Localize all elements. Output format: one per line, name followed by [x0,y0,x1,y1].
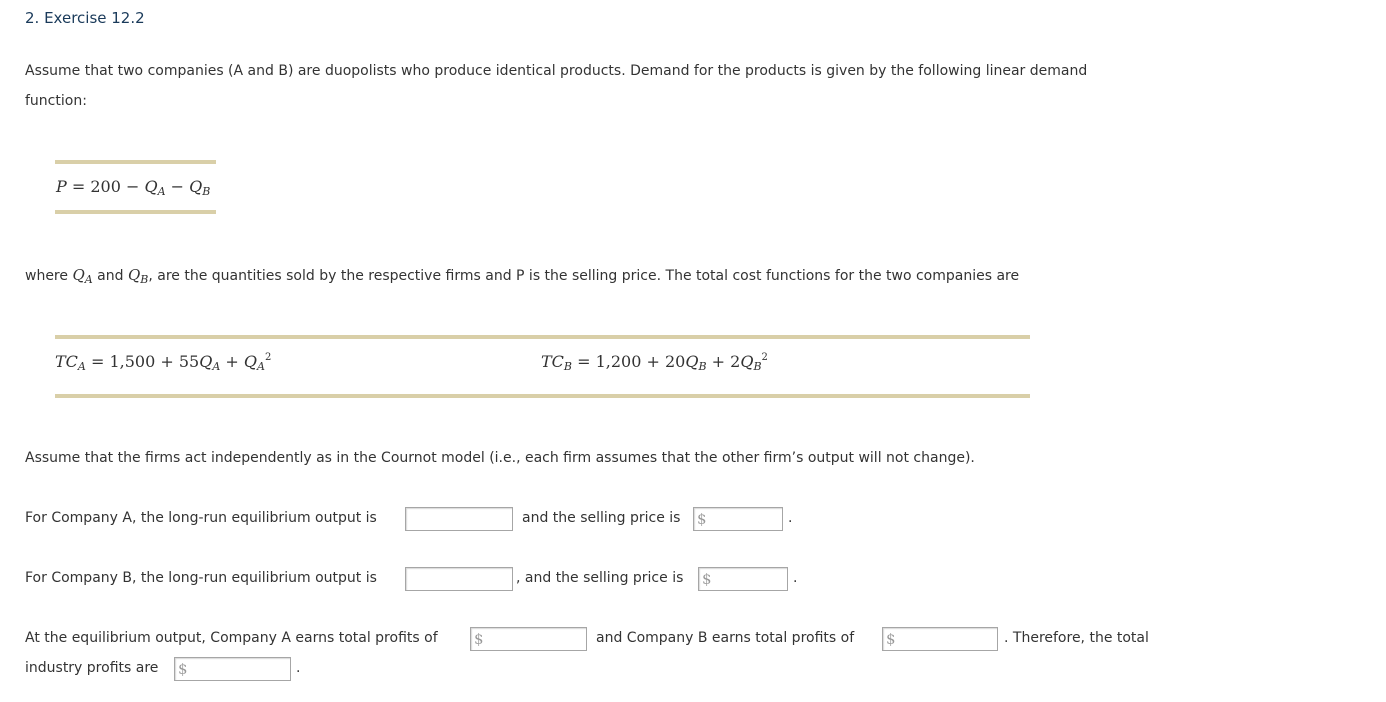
tca-q2-subscript: A [256,360,265,373]
company-b-profit-input[interactable] [882,627,998,651]
demand-eq-text: = 200 − [66,177,145,196]
intro-line-1: Assume that two companies (A and B) are duopolists who produce identical products. Demand for the products is given by the following linear demand [25,63,1088,79]
intro-line-2: function: [25,93,87,109]
where-post: , are the quantities sold by the respective firms and P is the selling price. The total cost functions for the two companies are [148,268,1020,284]
company-a-period: . [788,510,793,526]
cost-rule-top [55,335,1030,339]
qb-symbol: Q [189,177,203,196]
industry-profit-dollar-sign: $ [178,660,188,678]
company-b-price-label: , and the selling price is [516,570,684,586]
tca-q1-subscript: A [212,360,221,373]
tcb-subscript: B [563,360,573,373]
company-a-price-label: and the selling price is [522,510,681,526]
tca-eq-text: = 1,500 + 55 [85,352,200,371]
industry-profit-period: . [296,660,301,676]
tcb-eq-text: = 1,200 + 20 [572,352,686,371]
demand-equation [56,177,210,198]
company-a-dollar-sign: $ [697,510,707,528]
tca-q2: Q [243,352,257,371]
therefore-text: . Therefore, the total [1004,630,1149,646]
tca-q1: Q [199,352,213,371]
company-b-profit-label: and Company B earns total profits of [596,630,855,646]
demand-rule-bottom [55,210,216,214]
where-qa [72,266,92,284]
company-b-period: . [793,570,798,586]
where-qb-symbol: Q [127,266,141,284]
company-b-label: For Company B, the long-run equilibrium output is [25,570,377,586]
cournot-assumption: Assume that the firms act independently as in the Cournot model (i.e., each firm assumes that the other firm’s output will not change). [25,450,975,466]
cost-rule-bottom [55,394,1030,398]
tcb-q1: Q [685,352,699,371]
company-b-dollar-sign: $ [702,570,712,588]
exercise-title: 2. Exercise 12.2 [25,9,145,27]
where-qa-symbol: Q [72,266,85,284]
company-a-label: For Company A, the long-run equilibrium output is [25,510,377,526]
tcb-q2-subscript: B [753,360,762,373]
company-a-profit-dollar-sign: $ [474,630,484,648]
tca-symbol: TC [55,352,78,371]
company-a-profit-input[interactable] [470,627,587,651]
where-and: and [92,268,128,284]
tcb-symbol: TC [541,352,564,371]
where-pre: where [25,268,73,284]
company-a-output-input[interactable] [405,507,513,531]
tca-subscript: A [77,360,86,373]
company-a-profit-label: At the equilibrium output, Company A earns total profits of [25,630,438,646]
where-qa-subscript: A [84,273,93,286]
tca-exponent: 2 [264,352,272,363]
where-qb [128,266,148,284]
price-symbol: P [56,177,67,196]
demand-rule-top [55,160,216,164]
where-qb-subscript: B [140,273,149,286]
tcb-exponent: 2 [761,352,768,363]
where-text [25,266,1019,286]
qa-symbol: Q [144,177,158,196]
qb-subscript: B [202,185,211,198]
tcb-q2: Q [740,352,754,371]
tcb-plus: + 2 [706,352,741,371]
industry-profit-label: industry profits are [25,660,159,676]
company-b-output-input[interactable] [405,567,513,591]
company-b-profit-dollar-sign: $ [886,630,896,648]
cost-function-b [541,352,768,373]
tca-plus: + [220,352,244,371]
industry-profit-input[interactable] [174,657,291,681]
qa-subscript: A [157,185,166,198]
tcb-q1-subscript: B [698,360,707,373]
cost-function-a [55,352,271,373]
minus-sign: − [165,177,190,196]
